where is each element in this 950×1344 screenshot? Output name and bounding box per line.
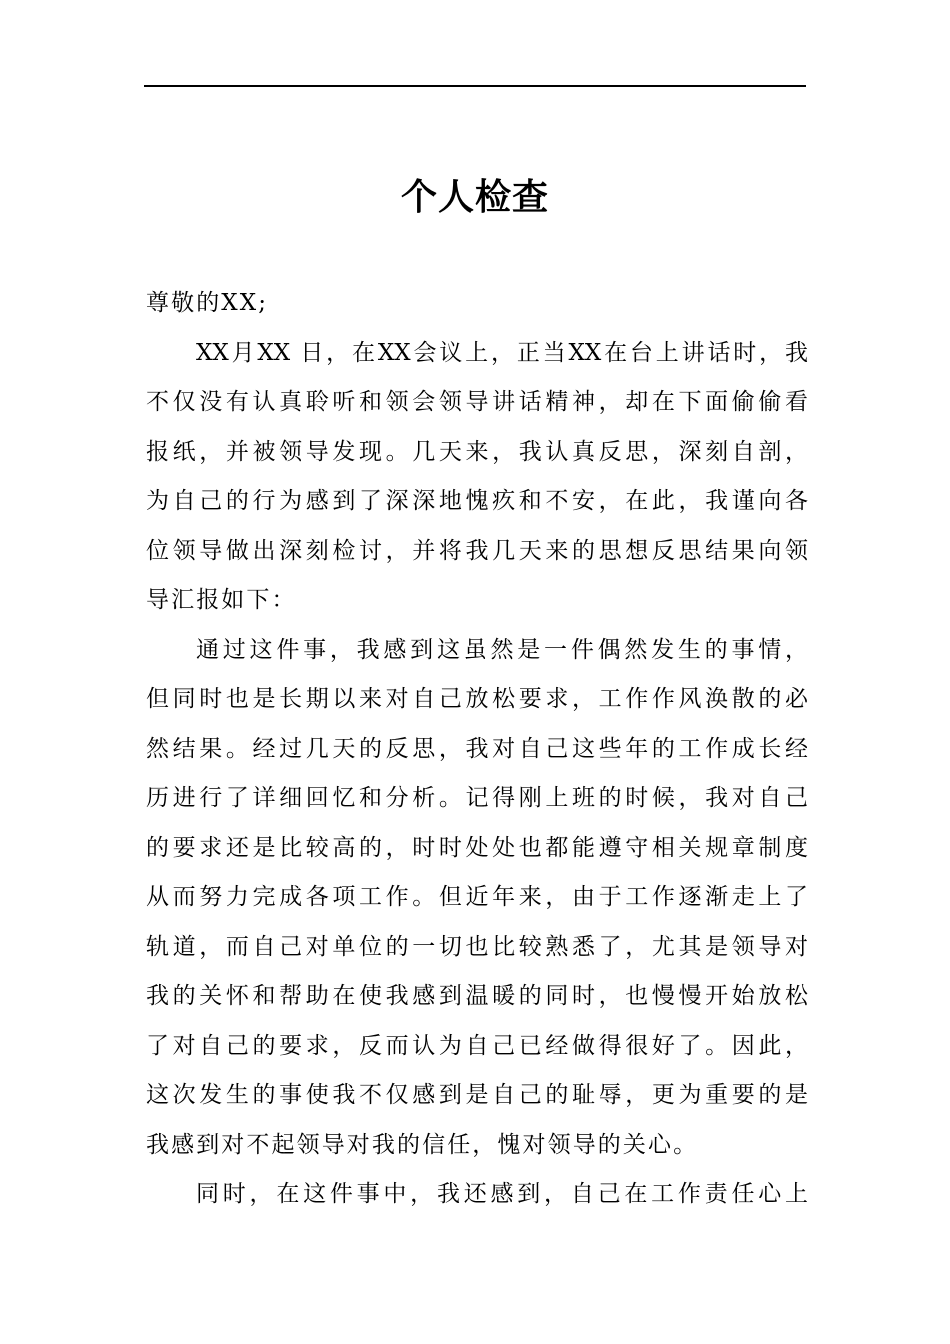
text-line: 轨道，而自己对单位的一切也比较熟悉了，尤其是领导对 <box>146 933 808 960</box>
text-line: 我的关怀和帮助在使我感到温暖的同时，也慢慢开始放松 <box>146 983 808 1009</box>
text-line: 导汇报如下： <box>146 587 297 613</box>
text-line: XX月XX 日，在XX会议上，正当XX在台上讲话时，我 <box>196 339 808 366</box>
text-line: 的要求还是比较高的，时时处处也都能遵守相关规章制度 <box>146 834 808 861</box>
header-rule <box>144 85 806 87</box>
text-line: 我感到对不起领导对我的信任，愧对领导的关心。 <box>146 1131 699 1158</box>
text-line: 了对自己的要求，反而认为自己已经做得很好了。因此， <box>146 1032 808 1059</box>
text-line: 但同时也是长期以来对自己放松要求，工作作风涣散的必 <box>146 686 808 712</box>
text-line: 通过这件事，我感到这虽然是一件偶然发生的事情， <box>196 636 808 663</box>
salutation: 尊敬的XX; <box>146 290 269 316</box>
text-line: 为自己的行为感到了深深地愧疚和不安，在此，我谨向各 <box>146 488 808 514</box>
text-line: 报纸，并被领导发现。几天来，我认真反思，深刻自剖， <box>146 438 808 465</box>
text-line: 历进行了详细回忆和分析。记得刚上班的时候，我对自己 <box>146 785 808 811</box>
text-line: 不仅没有认真聆听和领会领导讲话精神，却在下面偷偷看 <box>146 389 808 415</box>
document-body <box>146 279 808 1220</box>
document-title: 个人检查 <box>400 177 549 218</box>
text-line: 然结果。经过几天的反思，我对自己这些年的工作成长经 <box>146 735 808 762</box>
text-line: 同时，在这件事中，我还感到，自己在工作责任心上 <box>196 1181 808 1207</box>
text-line: 位领导做出深刻检讨，并将我几天来的思想反思结果向领 <box>146 537 808 564</box>
body-text <box>146 329 808 1220</box>
text-line: 这次发生的事使我不仅感到是自己的耻辱，更为重要的是 <box>146 1082 808 1108</box>
text-line: 从而努力完成各项工作。但近年来，由于工作逐渐走上了 <box>146 884 808 910</box>
